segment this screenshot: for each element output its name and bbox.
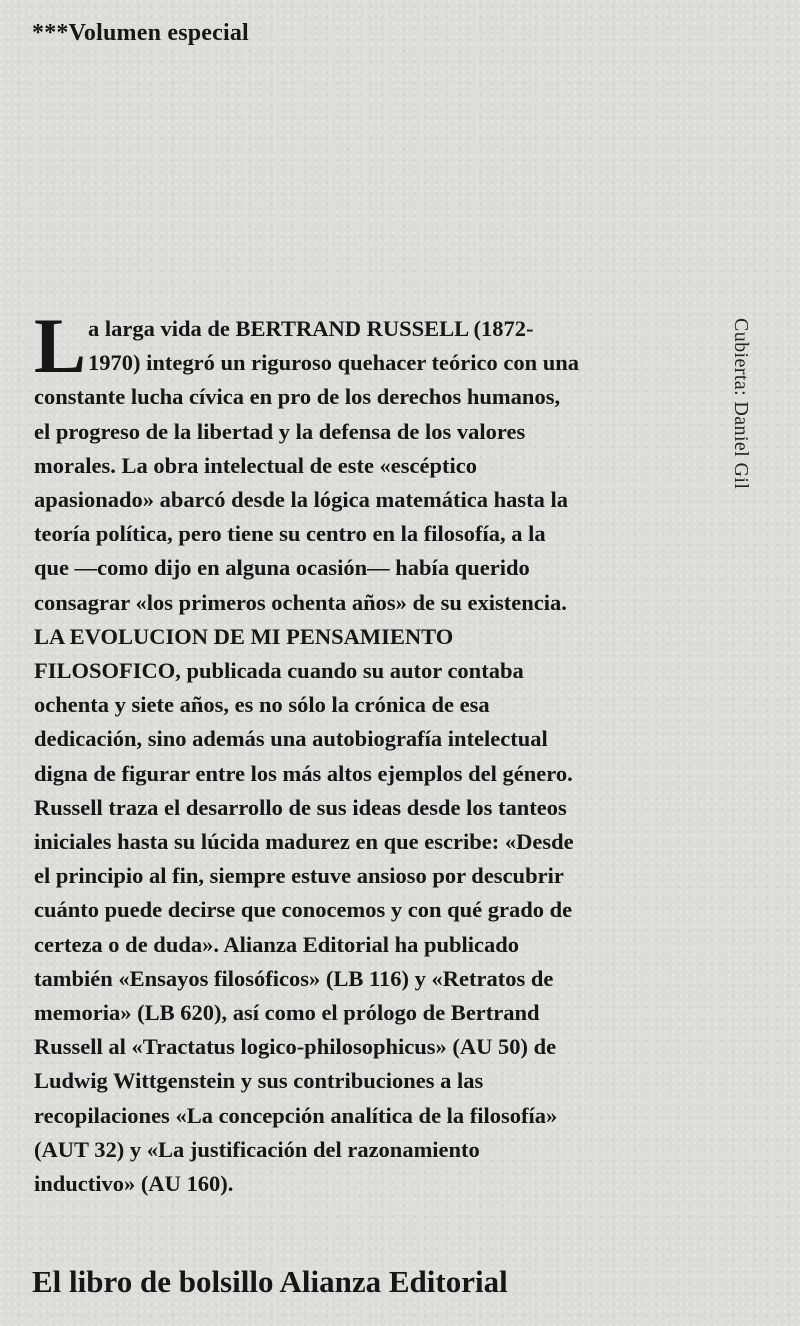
blurb-line: FILOSOFICO, publicada cuando su autor contaba — [34, 658, 524, 684]
blurb-line: LA EVOLUCION DE MI PENSAMIENTO — [34, 623, 454, 649]
blurb-line: digna de figurar entre los más altos ejemplos del género. — [34, 760, 573, 786]
blurb-line: Russell traza el desarrollo de sus ideas desde los tanteos — [34, 794, 567, 820]
blurb-line: constante lucha cívica en pro de los derechos humanos, — [34, 384, 561, 410]
blurb-line: recopilaciones «La concepción analítica de la filosofía» — [34, 1102, 558, 1128]
blurb-line: apasionado» abarcó desde la lógica matemática hasta la — [34, 487, 568, 513]
blurb-line: dedicación, sino además una autobiografía intelectual — [34, 726, 548, 752]
blurb-line: certeza o de duda». Alianza Editorial ha publicado — [34, 931, 520, 957]
blurb-line: iniciales hasta su lúcida madurez en que escribe: «Desde — [34, 829, 574, 855]
blurb-line: a larga vida de BERTRAND RUSSELL (1872- — [88, 316, 534, 341]
publisher-series-title: El libro de bolsillo Alianza Editorial — [32, 1264, 508, 1299]
blurb-line: el principio al fin, siempre estuve ansioso por descubrir — [34, 863, 564, 889]
series-note: ***Volumen especial — [32, 20, 249, 46]
blurb-line: memoria» (LB 620), así como el prólogo de Bertrand — [34, 1000, 540, 1026]
blurb-line: Ludwig Wittgenstein y sus contribuciones a las — [34, 1068, 484, 1094]
blurb-line: morales. La obra intelectual de este «escéptico — [34, 452, 478, 478]
blurb-line: ochenta y siete años, es no sólo la crónica de esa — [34, 692, 490, 718]
blurb-line: teoría política, pero tiene su centro en la filosofía, a la — [34, 521, 546, 547]
cover-credit: Cubierta: Daniel Gil — [730, 318, 752, 490]
blurb-line: que —como dijo en alguna ocasión— había querido — [34, 555, 530, 581]
blurb-line: Russell al «Tractatus logico-philosophicus» (AU 50) de — [34, 1034, 557, 1060]
blurb-line: consagrar «los primeros ochenta años» de su existencia. — [34, 589, 567, 615]
blurb-line: 1970) integró un riguroso quehacer teórico con una — [88, 350, 580, 376]
back-cover-blurb — [34, 302, 640, 1201]
blurb-line: el progreso de la libertad y la defensa de los valores — [34, 418, 526, 444]
drop-cap-letter: L — [34, 302, 87, 389]
blurb-line: (AUT 32) y «La justificación del razonamiento — [34, 1136, 480, 1162]
blurb-line: también «Ensayos filosóficos» (LB 116) y «Retratos de — [34, 965, 554, 991]
blurb-line: inductivo» (AU 160). — [34, 1171, 234, 1197]
blurb-line: cuánto puede decirse que conocemos y con qué grado de — [34, 897, 573, 923]
